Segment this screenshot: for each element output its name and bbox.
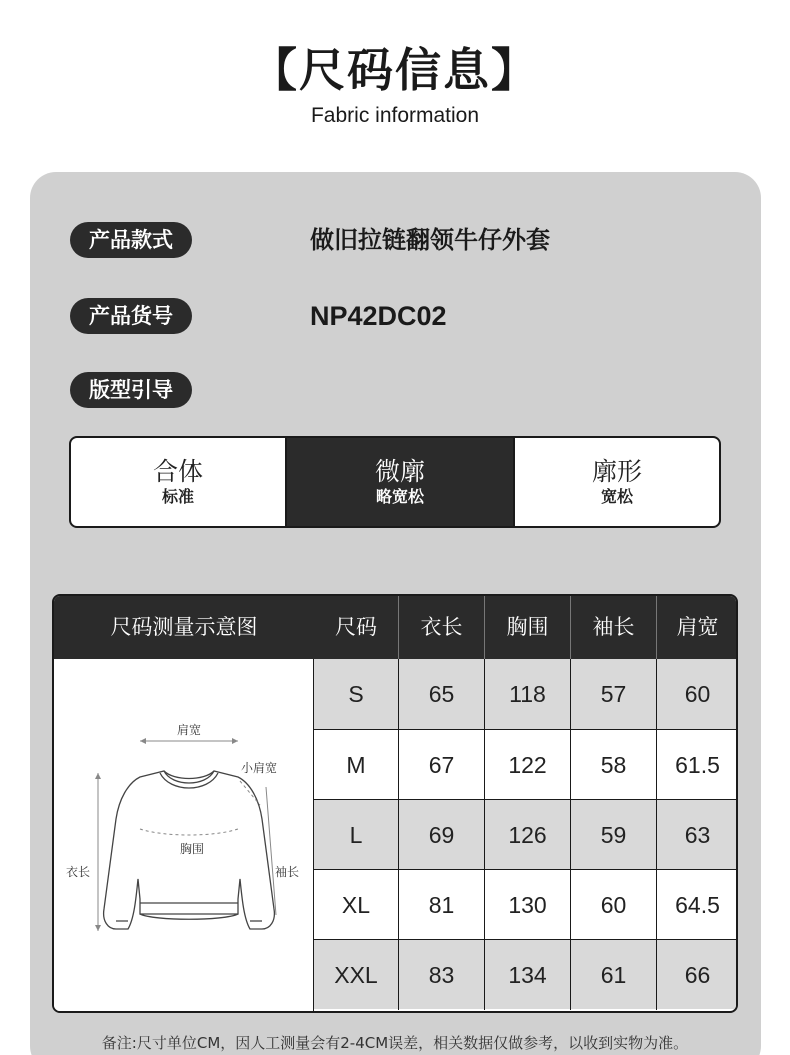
sweater-illustration (54, 659, 314, 1011)
diagram-label-length: 衣长 (66, 865, 91, 879)
fit-option-sub: 标准 (161, 487, 194, 506)
product-code-value: NP42DC02 (310, 301, 447, 331)
table-row (314, 729, 738, 799)
size-cell: S (348, 681, 364, 707)
measurement-diagram (54, 659, 314, 1011)
fit-option-slightly-loose (287, 438, 515, 526)
sleeve-cell: 58 (570, 730, 656, 800)
diagram-header: 尺码测量示意图 (110, 615, 258, 639)
fit-guide-label: 版型引导 (70, 372, 192, 408)
sleeve-cell: 59 (570, 800, 656, 870)
size-cell: M (346, 752, 366, 778)
size-table (52, 594, 738, 1013)
fit-option-sub: 宽松 (600, 487, 633, 506)
table-row (314, 659, 738, 729)
length-cell: 67 (398, 730, 484, 800)
fit-selector (69, 436, 721, 528)
column-header-shoulder: 肩宽 (656, 596, 738, 659)
page-subtitle: Fabric information (310, 104, 480, 127)
chest-cell: 130 (484, 870, 570, 940)
sleeve-cell: 61 (570, 940, 656, 1010)
table-row (314, 939, 738, 1009)
length-cell: 65 (398, 659, 484, 729)
length-cell: 81 (398, 870, 484, 940)
measurement-note: 备注:尺寸单位CM，因人工测量会有2-4CM误差，相关数据仅做参考，以收到实物为准。 (101, 1034, 689, 1052)
column-header-size: 尺码 (335, 615, 377, 639)
page-header (0, 40, 790, 128)
fit-option-fitted (71, 438, 287, 526)
length-cell: 69 (398, 800, 484, 870)
shoulder-cell: 63 (656, 800, 738, 870)
table-header (54, 596, 736, 659)
column-header-sleeve: 袖长 (570, 596, 656, 659)
table-row (314, 869, 738, 939)
product-style-label: 产品款式 (70, 222, 192, 258)
fit-option-main: 廓形 (591, 457, 642, 486)
shoulder-cell: 61.5 (656, 730, 738, 800)
fit-option-oversized (515, 438, 719, 526)
diagram-label-shoulder: 肩宽 (177, 723, 202, 737)
size-cell: XXL (334, 962, 378, 988)
length-cell: 83 (398, 940, 484, 1010)
chest-cell: 118 (484, 659, 570, 729)
fit-option-sub: 略宽松 (375, 487, 424, 506)
size-cell: XL (341, 892, 371, 918)
product-code-label: 产品货号 (70, 298, 192, 334)
diagram-label-sleeve: 袖长 (275, 865, 300, 879)
page-title: 【尺码信息】 (251, 43, 539, 97)
size-cell: L (349, 822, 363, 848)
shoulder-cell: 66 (656, 940, 738, 1010)
chest-cell: 134 (484, 940, 570, 1010)
chest-cell: 122 (484, 730, 570, 800)
fit-option-main: 合体 (152, 457, 203, 486)
chest-cell: 126 (484, 800, 570, 870)
diagram-label-chest: 胸围 (180, 842, 205, 856)
shoulder-cell: 64.5 (656, 870, 738, 940)
shoulder-cell: 60 (656, 659, 738, 729)
table-row (314, 799, 738, 869)
diagram-label-small-shoulder: 小肩宽 (241, 761, 278, 775)
column-header-chest: 胸围 (484, 596, 570, 659)
column-header-length: 衣长 (398, 596, 484, 659)
product-style-value: 做旧拉链翻领牛仔外套 (310, 226, 550, 254)
size-info-panel (30, 172, 761, 1055)
fit-option-main: 微廓 (374, 457, 425, 486)
sleeve-cell: 60 (570, 870, 656, 940)
sleeve-cell: 57 (570, 659, 656, 729)
